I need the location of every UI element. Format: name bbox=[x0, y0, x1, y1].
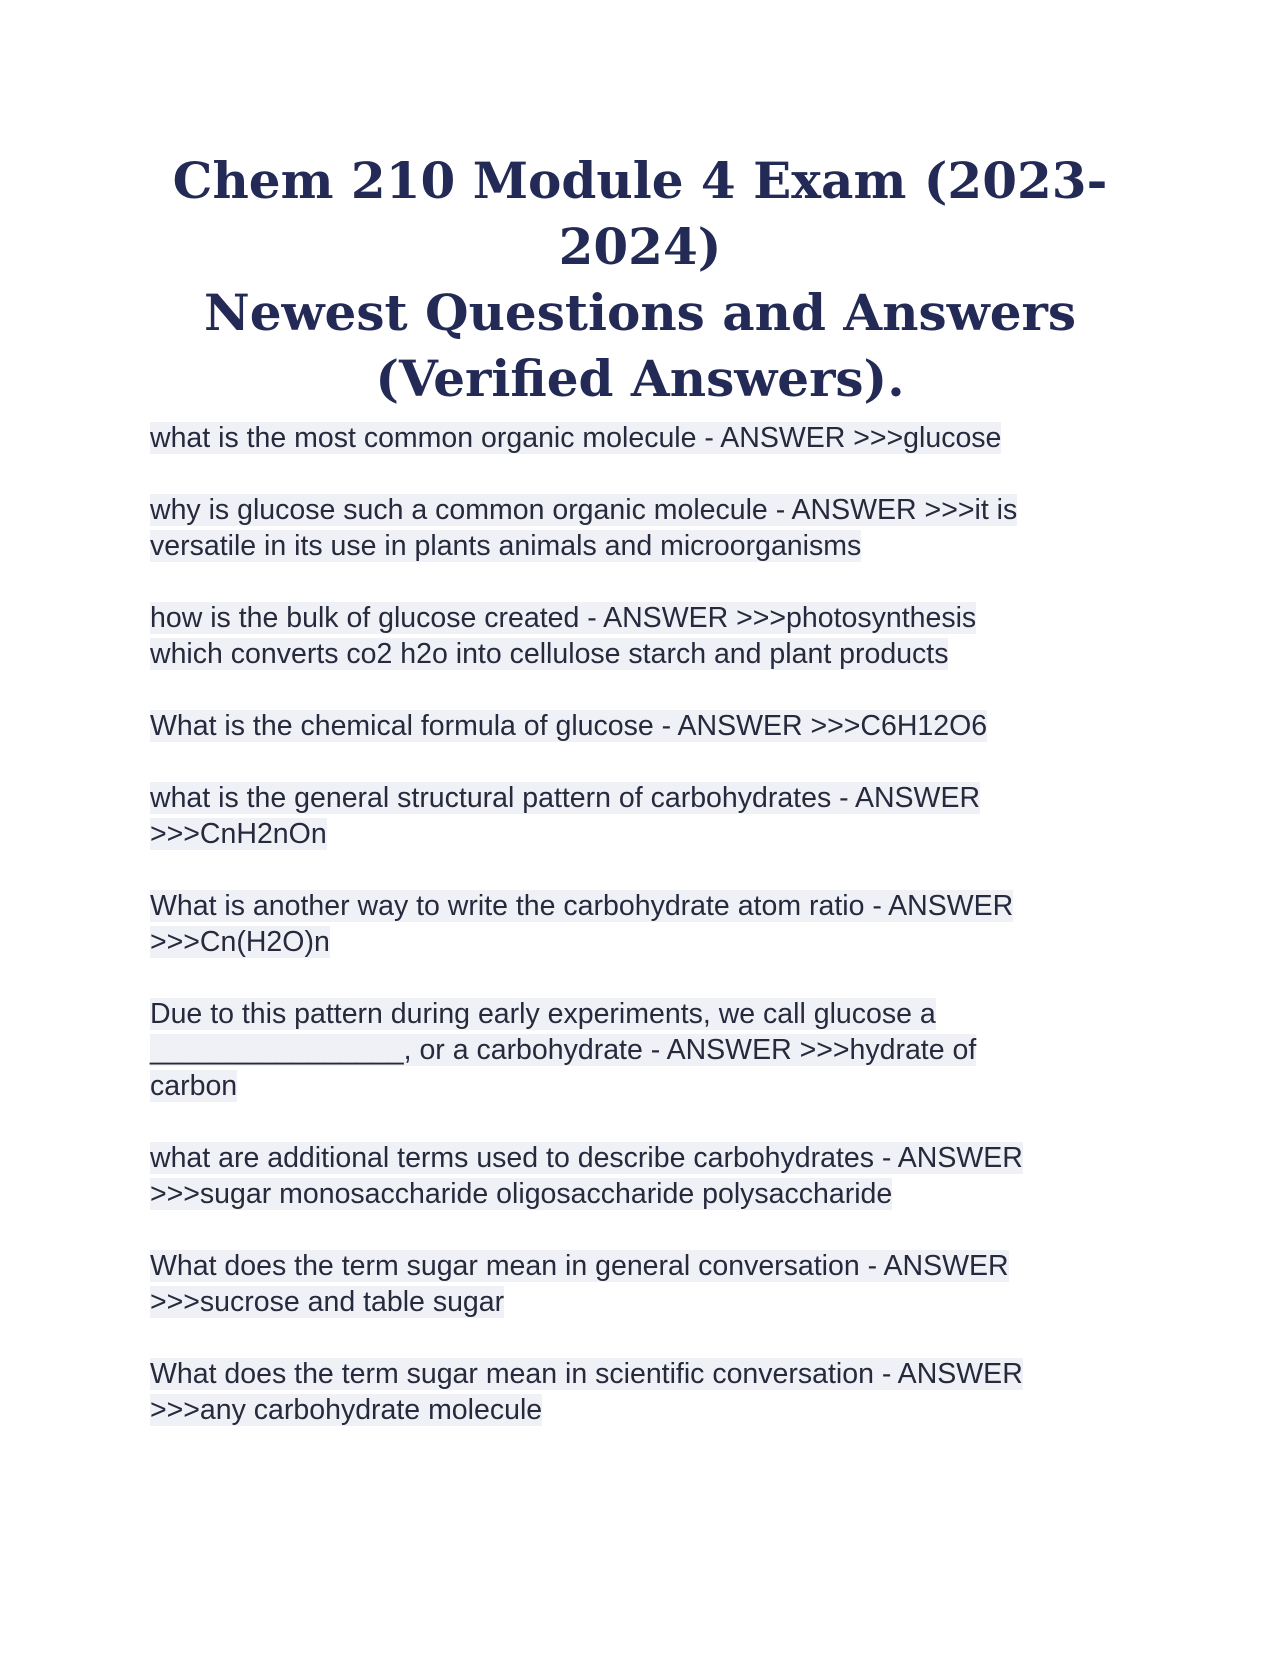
qa-line: what is the general structural pattern of carbohydrates - ANSWER bbox=[150, 782, 981, 814]
qa-item bbox=[150, 888, 1130, 960]
qa-line: carbon bbox=[150, 1070, 238, 1102]
title-line: Chem 210 Module 4 Exam (2023-2024) bbox=[172, 151, 1108, 276]
qa-line: Due to this pattern during early experiments, we call glucose a bbox=[150, 998, 936, 1030]
qa-item bbox=[150, 1356, 1130, 1428]
qa-item bbox=[150, 780, 1130, 852]
qa-list bbox=[150, 420, 1130, 1464]
document-title bbox=[150, 148, 1130, 412]
title-line: (Verified Answers). bbox=[375, 349, 905, 408]
qa-item bbox=[150, 492, 1130, 564]
qa-item bbox=[150, 420, 1130, 456]
qa-item bbox=[150, 708, 1130, 744]
qa-line: What does the term sugar mean in scientific conversation - ANSWER bbox=[150, 1358, 1023, 1390]
qa-line: >>>sugar monosaccharide oligosaccharide polysaccharide bbox=[150, 1178, 893, 1210]
qa-item bbox=[150, 1248, 1130, 1320]
qa-line: >>>Cn(H2O)n bbox=[150, 926, 330, 958]
qa-line: What does the term sugar mean in general conversation - ANSWER bbox=[150, 1250, 1009, 1282]
title-line: Newest Questions and Answers bbox=[204, 283, 1076, 342]
qa-line: which converts co2 h2o into cellulose starch and plant products bbox=[150, 638, 949, 670]
qa-line: what is the most common organic molecule - ANSWER >>>glucose bbox=[150, 422, 1002, 454]
qa-line: why is glucose such a common organic molecule - ANSWER >>>it is bbox=[150, 494, 1018, 526]
qa-line: versatile in its use in plants animals and microorganisms bbox=[150, 530, 862, 562]
qa-line: what are additional terms used to describe carbohydrates - ANSWER bbox=[150, 1142, 1023, 1174]
qa-line: What is another way to write the carbohydrate atom ratio - ANSWER bbox=[150, 890, 1014, 922]
qa-line: >>>any carbohydrate molecule bbox=[150, 1394, 543, 1426]
qa-line: >>>sucrose and table sugar bbox=[150, 1286, 505, 1318]
qa-line: how is the bulk of glucose created - ANSWER >>>photosynthesis bbox=[150, 602, 977, 634]
qa-line: ________________, or a carbohydrate - ANSWER >>>hydrate of bbox=[150, 1034, 977, 1066]
qa-line: >>>CnH2nOn bbox=[150, 818, 327, 850]
qa-item bbox=[150, 996, 1130, 1104]
qa-line: What is the chemical formula of glucose - ANSWER >>>C6H12O6 bbox=[150, 710, 988, 742]
qa-item bbox=[150, 1140, 1130, 1212]
qa-item bbox=[150, 600, 1130, 672]
